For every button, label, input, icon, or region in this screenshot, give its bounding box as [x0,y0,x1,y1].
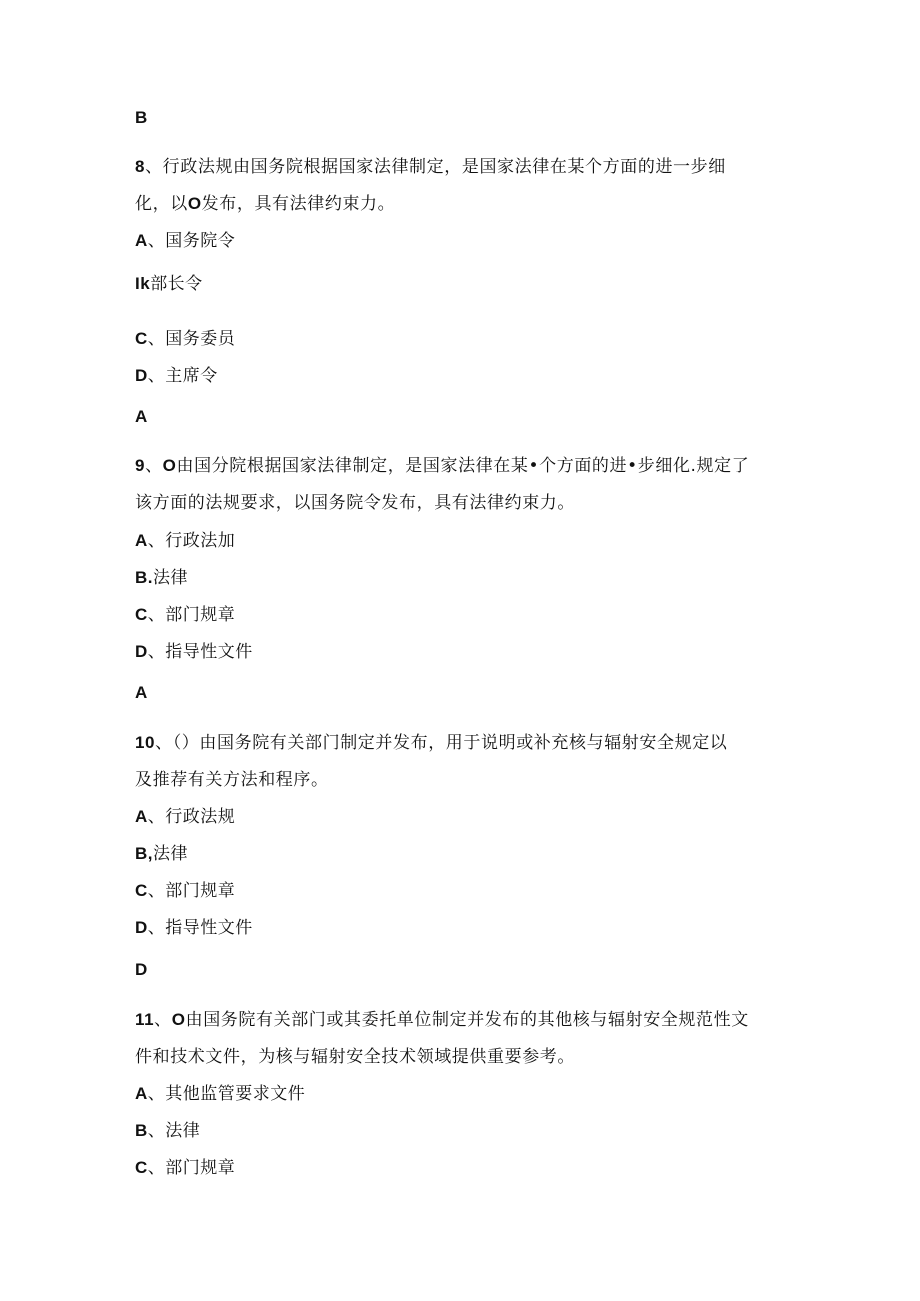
option-d [135,641,253,663]
option-text: 、指导性文件 [147,918,253,938]
option-letter: D [135,642,148,661]
question-8-line1 [135,156,726,178]
option-c [135,1157,235,1179]
question-sep: 、 [154,1010,172,1030]
question-9-line1 [135,455,749,477]
question-10-line2: 及推荐有关方法和程序。 [135,770,329,790]
answer-8: A [135,407,148,426]
question-text: 、（）由国务院有关部门制定并发布，用于说明或补充核与辐射安全规定以 [155,733,728,753]
option-d [135,365,218,387]
option-a [135,230,235,252]
blank-marker: O [171,1010,186,1029]
option-letter: B [135,1121,148,1140]
option-a [135,530,235,552]
question-text: 由国务院有关部门或其委托单位制定并发布的其他核与辐射安全规范性文 [185,1010,749,1030]
question-8-line2 [135,193,395,215]
question-number: 8 [135,157,146,176]
option-c [135,604,235,626]
option-letter: D [135,366,148,385]
option-text: 、指导性文件 [147,642,253,662]
question-9-line2: 该方面的法规要求，以国务院令发布，具有法律约束力。 [135,493,575,513]
option-text: 、行政法规 [147,807,236,827]
option-letter: A [135,231,148,250]
option-b [135,1120,200,1142]
blank-marker: O [187,194,202,213]
option-letter: A [135,531,148,550]
question-text: 化，以 [135,194,188,214]
option-text: 法律 [153,844,188,864]
option-b [135,273,203,295]
option-b [135,843,188,865]
question-number: 11 [135,1010,155,1029]
option-a [135,806,235,828]
question-11-line1 [135,1009,749,1031]
option-a [135,1083,305,1105]
blank-marker: O [162,456,177,475]
question-10-line1 [135,732,727,754]
option-letter: A [135,1084,148,1103]
question-number: 10 [135,733,156,752]
option-text: 部长令 [150,274,203,294]
option-letter: B. [135,568,153,587]
option-letter: Ik [135,274,151,293]
answer-prev: B [135,108,148,127]
option-letter: C [135,605,148,624]
option-text: 、其他监管要求文件 [147,1084,306,1104]
question-text: 由国分院根据国家法律制定，是国家法律在某•个方面的进•步细化.规定了 [176,456,750,476]
question-text: 、行政法规由国务院根据国家法律制定，是国家法律在某个方面的进一步细 [145,157,726,177]
option-text: 、部门规章 [147,1158,236,1178]
answer-10: D [135,960,148,979]
option-text: 、法律 [147,1121,201,1141]
option-text: 、部门规章 [147,605,236,625]
option-text: 、国务院令 [147,231,236,251]
question-sep: 、 [145,456,163,476]
option-letter: C [135,1158,148,1177]
option-text: 、部门规章 [147,881,236,901]
option-text: 法律 [153,568,188,588]
option-letter: D [135,918,148,937]
option-text: 、行政法加 [147,531,236,551]
option-text: 、国务委员 [147,329,236,349]
option-c [135,880,235,902]
question-text: 发布，具有法律约束力。 [201,194,396,214]
question-number: 9 [135,456,146,475]
option-c [135,328,235,350]
option-b [135,567,188,589]
option-letter: A [135,807,148,826]
option-text: 、主席令 [147,366,218,386]
option-letter: C [135,329,148,348]
option-letter: C [135,881,148,900]
option-d [135,917,253,939]
option-letter: B, [135,844,153,863]
answer-9: A [135,683,148,702]
question-11-line2: 件和技术文件，为核与辐射安全技术领域提供重要参考。 [135,1047,575,1067]
